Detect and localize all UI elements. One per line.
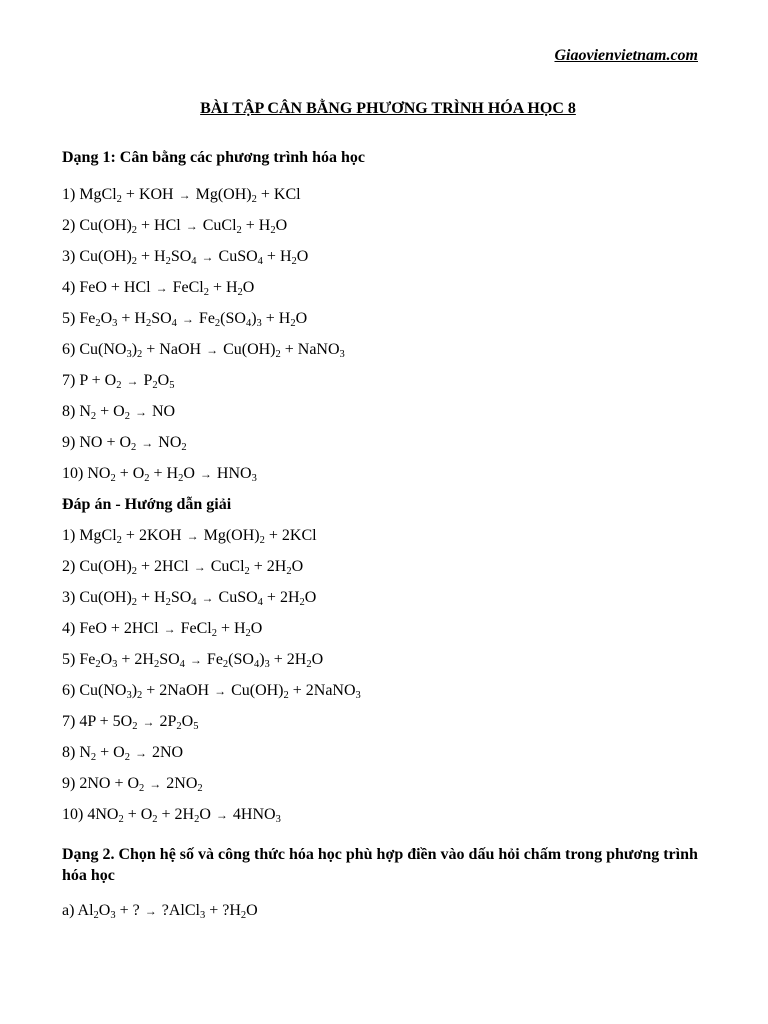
section1-heading: Dạng 1: Cân bằng các phương trình hóa học (62, 149, 365, 166)
subscript: 2 (283, 690, 289, 701)
subscript: 2 (124, 411, 130, 422)
subscript: 2 (116, 194, 122, 205)
subscript: 4 (257, 256, 263, 267)
reaction-arrow: → (178, 188, 191, 202)
exercise2-equation: a) $Al_2O_3$ + ? → ?AlCl$_3$ + $?H_2O$ (62, 902, 258, 921)
subscript: 2 (152, 814, 158, 825)
reaction-arrow: → (126, 374, 139, 388)
subscript: 2 (137, 349, 143, 360)
reaction-arrow: → (141, 436, 154, 450)
site-name: Giaovienvietnam.com (554, 47, 698, 64)
subscript: 5 (169, 380, 175, 391)
subscript: 2 (222, 659, 229, 670)
exercise-equation: 1) MgCl$_2$ + KOH → $Mg(OH)_2$ + KCl (62, 186, 301, 205)
reaction-arrow: → (185, 219, 198, 233)
reaction-arrow: → (155, 281, 168, 295)
exercise-equation: 4) FeO + HCl → FeCl$_2$ + $H_2O$ (62, 279, 255, 298)
subscript: 2 (181, 442, 187, 453)
subscript: 2 (237, 287, 243, 298)
reaction-arrow: → (149, 777, 162, 791)
subscript: 2 (299, 597, 305, 608)
subscript: 2 (139, 783, 145, 794)
subscript: 2 (197, 783, 203, 794)
subscript: 2 (165, 256, 171, 267)
subscript: 4 (179, 659, 185, 670)
section2-heading: Dạng 2. Chọn hệ số và công thức hóa học phù hợp điền vào dấu hỏi chấm trong phương trình hóa học (62, 846, 698, 884)
reaction-arrow: → (199, 467, 212, 481)
exercise-equation: 9) NO + $O_2 \to NO_2$ (62, 434, 187, 453)
subscript: 3 (256, 318, 262, 329)
reaction-arrow: → (215, 808, 228, 822)
subscript: 2 (245, 628, 251, 639)
answer-equation: 1) MgCl$_2$ + $2KOH \to Mg(OH)_2 + 2KCl$ (62, 527, 317, 546)
subscript: 2 (165, 597, 171, 608)
subscript: 2 (214, 318, 221, 329)
subscript: 2 (95, 659, 101, 670)
subscript: 3 (126, 349, 132, 360)
subscript: 2 (240, 910, 247, 921)
subscript: 3 (199, 910, 206, 921)
subscript: 2 (116, 535, 122, 546)
reaction-arrow: → (189, 653, 202, 667)
answer-equation: 5) $Fe_2O_3 + 2H_2SO_4 \to Fe_2(SO_4)_3 + 2H_2O$ (62, 651, 324, 670)
reaction-arrow: → (142, 715, 155, 729)
subscript: 4 (253, 659, 260, 670)
subscript: 2 (244, 566, 250, 577)
subscript: 3 (355, 690, 361, 701)
exercise-equation: 2) $Cu(OH)_2$ + HCl → CuCl$_2$ + $H_2O$ (62, 217, 288, 236)
answer-equation: 4) FeO + 2HCl → FeCl$_2$ + $H_2O$ (62, 620, 263, 639)
subscript: 4 (257, 597, 263, 608)
exercise-equation: 7) $P + O_2 \to P_2O_5$ (62, 372, 175, 391)
subscript: 2 (290, 318, 296, 329)
subscript: 3 (275, 814, 281, 825)
subscript: 4 (245, 318, 252, 329)
subscript: 3 (112, 318, 118, 329)
subscript: 2 (137, 690, 143, 701)
subscript: 2 (286, 566, 292, 577)
subscript: 2 (236, 225, 242, 236)
subscript: 3 (339, 349, 345, 360)
reaction-arrow: → (201, 250, 214, 264)
answer-equation: 7) $4P + 5O_2 \to 2P_2O_5$ (62, 713, 199, 732)
subscript: 2 (124, 752, 130, 763)
reaction-arrow: → (134, 405, 147, 419)
answer-equation: 9) $2NO + O_2 \to 2NO_2$ (62, 775, 203, 794)
subscript: 2 (145, 318, 152, 329)
subscript: 2 (95, 318, 101, 329)
subscript: 2 (194, 814, 200, 825)
subscript: 2 (118, 814, 124, 825)
subscript: 2 (203, 287, 209, 298)
exercise-equation: 8) $N_2 + O_2$ → NO (62, 403, 176, 422)
subscript: 2 (131, 225, 138, 236)
reaction-arrow: → (186, 529, 199, 543)
answer-equation: 8) $N_2 + O_2 \to 2NO$ (62, 744, 184, 763)
subscript: 2 (152, 380, 158, 391)
exercise-equation: 6) $Cu(NO_3)_2$ + NaOH → $Cu(OH)_2$ + NaNO$_3$ (62, 341, 345, 360)
answer-equation: 10) $4NO_2 + O_2 + 2H_2O \to 4HNO_3$ (62, 806, 281, 825)
subscript: 2 (131, 566, 138, 577)
reaction-arrow: → (163, 622, 176, 636)
answers-heading: Đáp án - Hướng dẫn giải (62, 496, 232, 513)
reaction-arrow: → (214, 684, 227, 698)
subscript: 2 (270, 225, 276, 236)
page-title: BÀI TẬP CÂN BẰNG PHƯƠNG TRÌNH HÓA HỌC 8 (200, 100, 576, 117)
subscript: 2 (306, 659, 312, 670)
subscript: 3 (126, 690, 132, 701)
subscript: 2 (110, 473, 116, 484)
reaction-arrow: → (181, 312, 194, 326)
reaction-arrow: → (201, 591, 214, 605)
exercise-equation: 3) $Cu(OH)_2 + H_2SO_4$ → CuSO$_4$ + $H_2O$ (62, 248, 309, 267)
subscript: 2 (178, 473, 184, 484)
subscript: 2 (116, 380, 122, 391)
subscript: 3 (251, 473, 257, 484)
subscript: 3 (110, 910, 116, 921)
subscript: 2 (153, 659, 160, 670)
answer-equation: 2) $Cu(OH)_2 + 2HCl$ → CuCl$_2$ + $2H_2O$ (62, 558, 304, 577)
answer-equation: 6) $Cu(NO_3)_2$ + 2NaOH → $Cu(OH)_2$ + 2NaNO$_3$ (62, 682, 361, 701)
reaction-arrow: → (144, 904, 157, 918)
subscript: 2 (275, 349, 281, 360)
subscript: 2 (132, 721, 138, 732)
subscript: 4 (191, 256, 197, 267)
reaction-arrow: → (206, 343, 219, 357)
subscript: 2 (90, 752, 97, 763)
subscript: 2 (291, 256, 297, 267)
subscript: 4 (191, 597, 197, 608)
subscript: 2 (131, 597, 138, 608)
subscript: 2 (131, 442, 137, 453)
subscript: 3 (264, 659, 270, 670)
subscript: 2 (144, 473, 150, 484)
subscript: 2 (90, 411, 97, 422)
subscript: 4 (171, 318, 177, 329)
subscript: 2 (131, 256, 138, 267)
subscript: 5 (193, 721, 199, 732)
subscript: 2 (251, 194, 257, 205)
subscript: 2 (93, 910, 99, 921)
subscript: 2 (176, 721, 182, 732)
exercise-equation: 5) $Fe_2O_3 + H_2SO_4 \to Fe_2(SO_4)_3 + H_2O$ (62, 310, 308, 329)
reaction-arrow: → (134, 746, 147, 760)
subscript: 3 (112, 659, 118, 670)
reaction-arrow: → (193, 560, 206, 574)
answer-equation: 3) $Cu(OH)_2 + H_2SO_4$ → CuSO$_4$ + $2H_2O$ (62, 589, 317, 608)
subscript: 2 (259, 535, 265, 546)
exercise-equation: 10) $NO_2 + O_2 + H_2O \to HNO_3$ (62, 465, 257, 484)
subscript: 2 (211, 628, 217, 639)
